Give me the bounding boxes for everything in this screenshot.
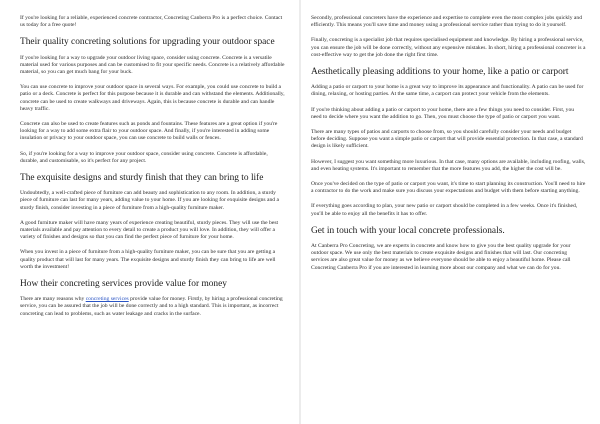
paragraph: There are many types of patios and carports to choose from, so you should carefully consider your needs and budget before deciding. Suppose you want a simple patio or carport that will provide essential protection. In that case, a standard design is likely sufficient. (311, 129, 583, 150)
paragraph: Finally, concreting is a specialist job that requires specialised equipment and knowledge. By hiring a professional service, you can ensure the job will be done correctly, without any expensive mistakes. In short, hiring a professional concreter is a cost-effective way to get the job done the right first time. (311, 37, 586, 58)
heading-exquisite-designs: The exquisite designs and sturdy finish that they can bring to life (20, 173, 264, 184)
paragraph: If everything goes according to plan, your new patio or carport should be completed in a few weeks. Once it's finished, you'll be able to enjoy all the benefits it has to offer. (311, 203, 578, 217)
paragraph: If you're thinking about adding a patio or carport to your home, there are a few things you need to consider. First, you need to decide where you want the addition to go. Then, you must choose the type of patio or carport you want. (311, 106, 575, 120)
paragraph: A good furniture maker will have many years of experience creating beautiful, sturdy pieces. They will use the best materials available and pay attention to every detail to create a product you will love. In addition, they will offer a variety of finishes and designs so that you can find the perfect piece of furniture for your home. (20, 219, 279, 241)
heading-value-for-money: How their concreting services provide value for money (20, 279, 227, 290)
paragraph: Undoubtedly, a well-crafted piece of furniture can add beauty and sophistication to any room. In addition, a sturdy piece of furniture can last for many years, adding value to your home. If you are looking for exquisite designs and a sturdy finish, consider investing in a piece of furniture from a high-quality furniture maker. (20, 190, 279, 211)
paragraph: Secondly, professional concreters have the experience and expertise to complete even the most complex jobs quickly and efficiently. This means you'll save time and money using a professional service rather than trying to do it yourself. (311, 15, 582, 29)
right-page (301, 0, 600, 424)
paragraph: Adding a patio or carport to your home is a great way to improve its appearance and functionality. A patio can be used for dining, relaxing, or hosting parties. At the same time, a carport can protect your vehicle from the elements. (311, 84, 584, 98)
paragraph-text-end: provide value for money. Firstly, by hiring a professional concreting service, you can be assured that the job will be done correctly and to a high standard. This is important, as incorrect concreting can lead to problems, such as water leakage and cracks in the surface. (20, 296, 283, 317)
heading-aesthetic-additions: Aesthetically pleasing additions to your home, like a patio or carport (311, 67, 569, 78)
paragraph: Concrete can also be used to create features such as ponds and fountains. These features are a great option if you're looking for a way to add some extra flair to your outdoor space. And finally, if you're interested in adding some insulation or privacy to your outdoor space, you can use concrete to build walls or fences. (20, 121, 278, 142)
heading-get-in-touch: Get in touch with your local concrete professionals. (311, 225, 505, 236)
paragraph: When you invest in a piece of furniture from a high-quality furniture maker, you can be sure that you are getting a quality product that will last for many years. The exquisite designs and sturdy finish they can bring to life are well worth the investment! (20, 249, 276, 270)
paragraph: Once you've decided on the type of patio or carport you want, it's time to start planning its construction. You'll need to hire a contractor to do the work and make sure you discuss your expectations and budget with them before starting anything. (311, 181, 586, 195)
paragraph-with-link (20, 296, 287, 318)
paragraph: So, if you're looking for a way to improve your outdoor space, consider using concrete. Concrete is affordable, durable, and customisable, so it's perfect for any project. (20, 150, 268, 164)
concreting-services-link[interactable]: concreting services (85, 296, 129, 303)
paragraph: If you're looking for a way to upgrade your outdoor living space, consider using concrete. Concrete is a versatile material used for various purposes and can be customised to fit your specific needs. Concrete is a relatively affordable material, so you can get much bang for your buck. (20, 54, 285, 76)
heading-quality-concreting: Their quality concreting solutions for upgrading your outdoor space (20, 37, 275, 48)
paragraph: You can use concrete to improve your outdoor space in several ways. For example, you could use concrete to build a patio or a deck. Concrete is perfect for this purpose because it is durable and can withstand the elements. Additionally, concrete can be used to create walkways and driveways. Again, this is because concrete is durable and can handle heavy traffic. (20, 84, 285, 112)
paragraph: However, I suggest you want something more luxurious. In that case, many options are available, including roofing, walls, and even heating systems. It's important to remember that the more features you add, the higher the cost will be. (311, 158, 586, 172)
intro-paragraph: If you're looking for a reliable, experienced concrete contractor, Concreting Canberra Pro is a perfect choice. Contact us today for a free quote! (20, 15, 283, 29)
paragraph: At Canberra Pro Concreting, we are experts in concrete and know how to give you the best quality upgrade for your outdoor space. We use only the best materials to create exquisite designs and finishes that will last. Our concreting services are also great value for money as we believe everyone should be able to enjoy a beautiful home. Please call Concreting Canberra Pro if you are interested in learning more about our company and what we can do for you. (311, 243, 571, 271)
left-page (0, 0, 299, 424)
paragraph-text-start: There are many reasons why (20, 296, 86, 303)
